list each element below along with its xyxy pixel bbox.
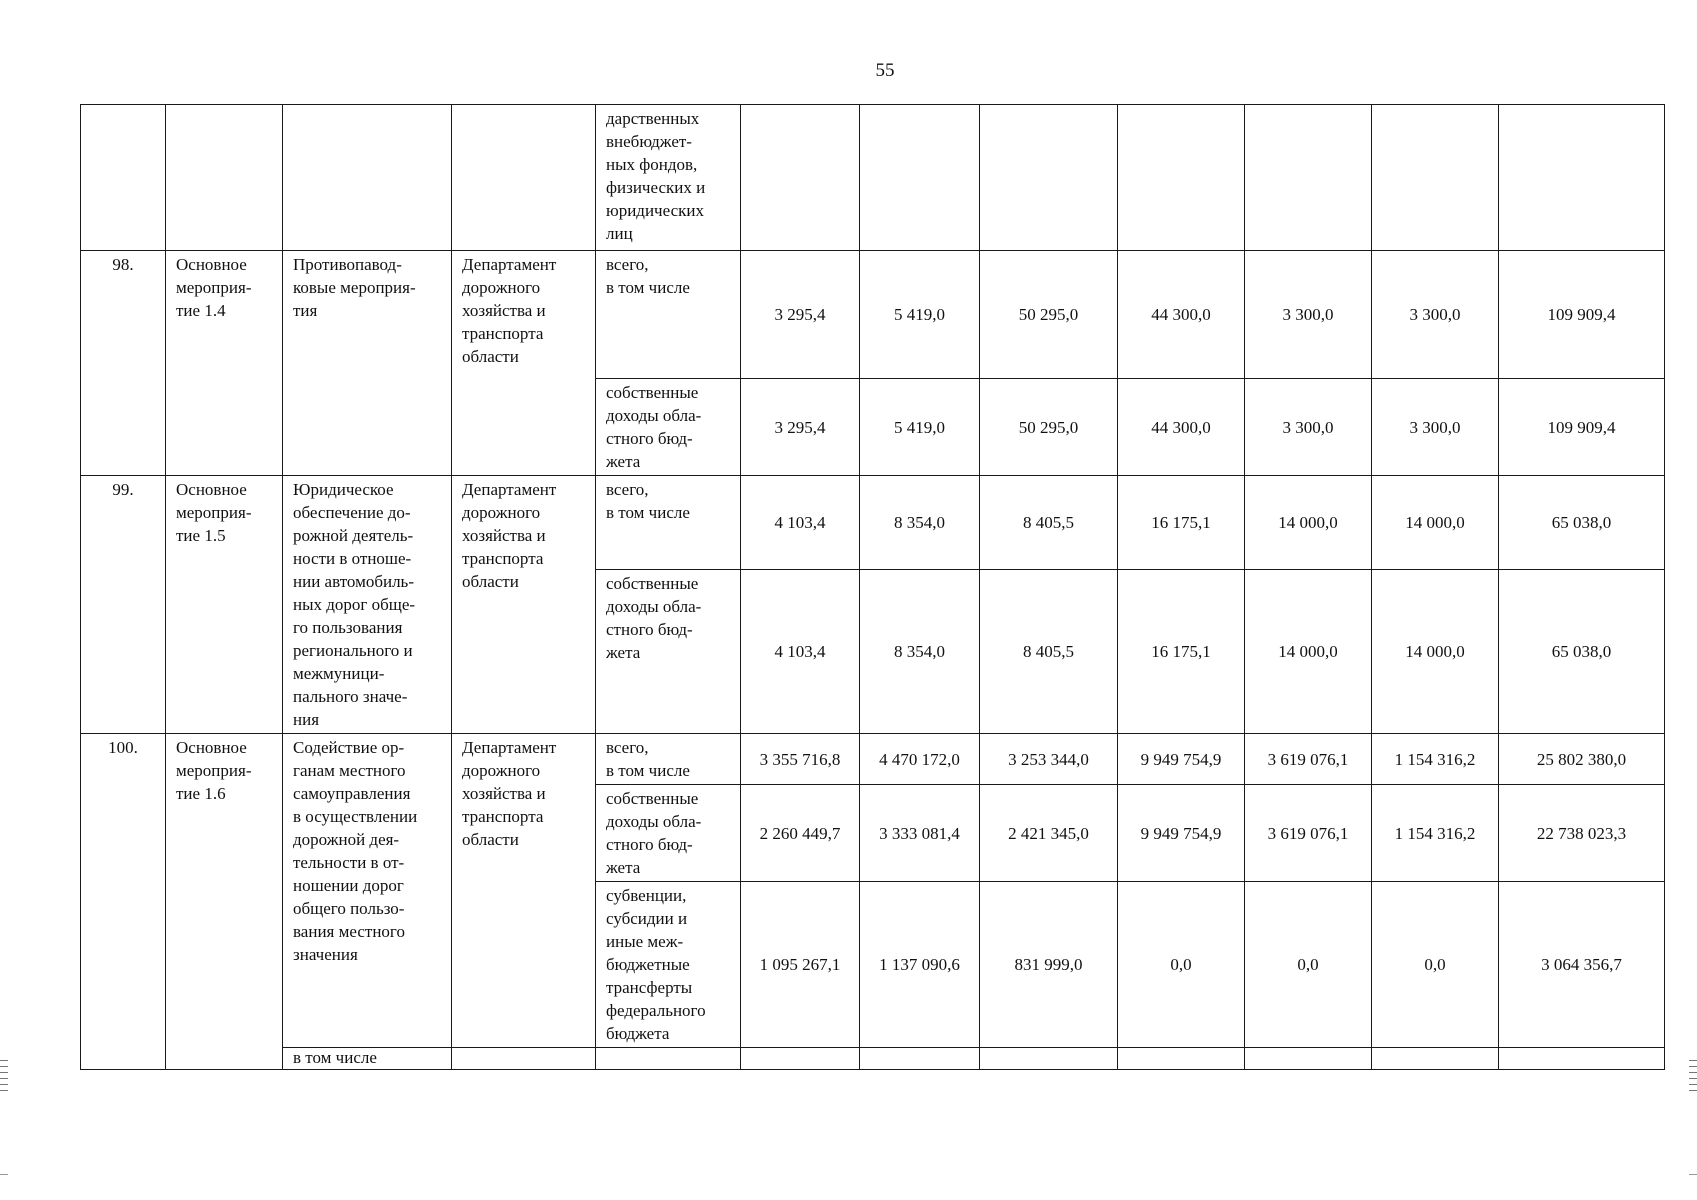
cell-empty [596,1048,741,1070]
table-row [81,734,1665,785]
total-cell: 65 038,0 [1499,476,1665,570]
table-row [81,476,1665,570]
value-cell: 9 949 754,9 [1118,785,1245,882]
funding-source: всего, в том числе [596,476,741,570]
activity-type: Основное мероприя- тие 1.6 [166,734,283,1070]
value-cell: 14 000,0 [1245,570,1372,734]
scan-edge-dash [1689,1174,1697,1175]
budget-table [80,104,1665,1070]
value-cell: 3 300,0 [1245,251,1372,379]
cell-empty [860,105,980,251]
value-cell: 4 103,4 [741,476,860,570]
cell-empty [1372,105,1499,251]
activity-name: Юридическое обеспечение до- рожной деятель- ности в отноше- нии автомобиль- ных дорог обще- го пользования регионального и межмуници- пального значе- ния [283,476,452,734]
scan-edge-mark [0,1060,8,1096]
value-cell: 0,0 [1372,882,1499,1048]
activity-name: Содействие ор- ганам местного самоуправления в осуществлении дорожной дея- тельности в от- ношении дорог общего пользо- вания местного значения [283,734,452,1048]
value-cell: 5 419,0 [860,379,980,476]
cell-empty [1245,105,1372,251]
funding-source: собственные доходы обла- стного бюд- жета [596,379,741,476]
cell-empty [1499,1048,1665,1070]
value-cell: 3 295,4 [741,379,860,476]
scan-edge-mark [1689,1060,1697,1096]
cell-empty [1372,1048,1499,1070]
value-cell: 3 295,4 [741,251,860,379]
table-row [81,1048,1665,1070]
activity-type: Основное мероприя- тие 1.5 [166,476,283,734]
cell-empty [741,105,860,251]
value-cell: 50 295,0 [980,379,1118,476]
value-cell: 8 354,0 [860,570,980,734]
value-cell: 44 300,0 [1118,251,1245,379]
value-cell: 1 154 316,2 [1372,785,1499,882]
scan-edge-dash [0,1174,8,1175]
cell-empty [980,105,1118,251]
funding-source: субвенции, субсидии и иные меж- бюджетные трансферты федерального бюджета [596,882,741,1048]
value-cell: 3 300,0 [1372,251,1499,379]
cell-empty [166,105,283,251]
value-cell: 9 949 754,9 [1118,734,1245,785]
value-cell: 1 154 316,2 [1372,734,1499,785]
value-cell: 3 253 344,0 [980,734,1118,785]
cell-empty [452,105,596,251]
total-cell: 109 909,4 [1499,379,1665,476]
cell-empty [452,1048,596,1070]
value-cell: 3 300,0 [1245,379,1372,476]
value-cell: 831 999,0 [980,882,1118,1048]
page-number: 55 [875,60,895,81]
total-cell: 109 909,4 [1499,251,1665,379]
row-number: 100. [81,734,166,1070]
cell-empty [1245,1048,1372,1070]
value-cell: 3 619 076,1 [1245,734,1372,785]
value-cell: 0,0 [1245,882,1372,1048]
activity-type: Основное мероприя- тие 1.4 [166,251,283,476]
value-cell: 50 295,0 [980,251,1118,379]
row-number: 99. [81,476,166,734]
value-cell: 4 103,4 [741,570,860,734]
cell-empty [1118,105,1245,251]
value-cell: 14 000,0 [1372,570,1499,734]
value-cell: 8 354,0 [860,476,980,570]
table-row [81,251,1665,379]
value-cell: 3 619 076,1 [1245,785,1372,882]
cell-empty [283,105,452,251]
value-cell: 8 405,5 [980,570,1118,734]
activity-name: Противопавод- ковые мероприя- тия [283,251,452,476]
value-cell: 1 095 267,1 [741,882,860,1048]
continuation-row [81,105,1665,251]
value-cell: 3 355 716,8 [741,734,860,785]
subtotal-label: в том числе [283,1048,452,1070]
executor: Департамент дорожного хозяйства и транспорта области [452,734,596,1048]
row-number: 98. [81,251,166,476]
funding-source: всего, в том числе [596,734,741,785]
total-cell: 25 802 380,0 [1499,734,1665,785]
value-cell: 4 470 172,0 [860,734,980,785]
value-cell: 0,0 [1118,882,1245,1048]
value-cell: 44 300,0 [1118,379,1245,476]
cell-empty [81,105,166,251]
funding-source: дарственных внебюджет- ных фондов, физических и юридических лиц [596,105,741,251]
cell-empty [860,1048,980,1070]
total-cell: 22 738 023,3 [1499,785,1665,882]
value-cell: 8 405,5 [980,476,1118,570]
value-cell: 16 175,1 [1118,476,1245,570]
value-cell: 2 421 345,0 [980,785,1118,882]
cell-empty [980,1048,1118,1070]
value-cell: 2 260 449,7 [741,785,860,882]
executor: Департамент дорожного хозяйства и транспорта области [452,251,596,476]
cell-empty [741,1048,860,1070]
cell-empty [1499,105,1665,251]
funding-source: всего, в том числе [596,251,741,379]
value-cell: 16 175,1 [1118,570,1245,734]
value-cell: 3 333 081,4 [860,785,980,882]
total-cell: 3 064 356,7 [1499,882,1665,1048]
value-cell: 14 000,0 [1245,476,1372,570]
funding-source: собственные доходы обла- стного бюд- жета [596,785,741,882]
value-cell: 14 000,0 [1372,476,1499,570]
value-cell: 5 419,0 [860,251,980,379]
total-cell: 65 038,0 [1499,570,1665,734]
executor: Департамент дорожного хозяйства и транспорта области [452,476,596,734]
value-cell: 3 300,0 [1372,379,1499,476]
funding-source: собственные доходы обла- стного бюд- жета [596,570,741,734]
cell-empty [1118,1048,1245,1070]
value-cell: 1 137 090,6 [860,882,980,1048]
